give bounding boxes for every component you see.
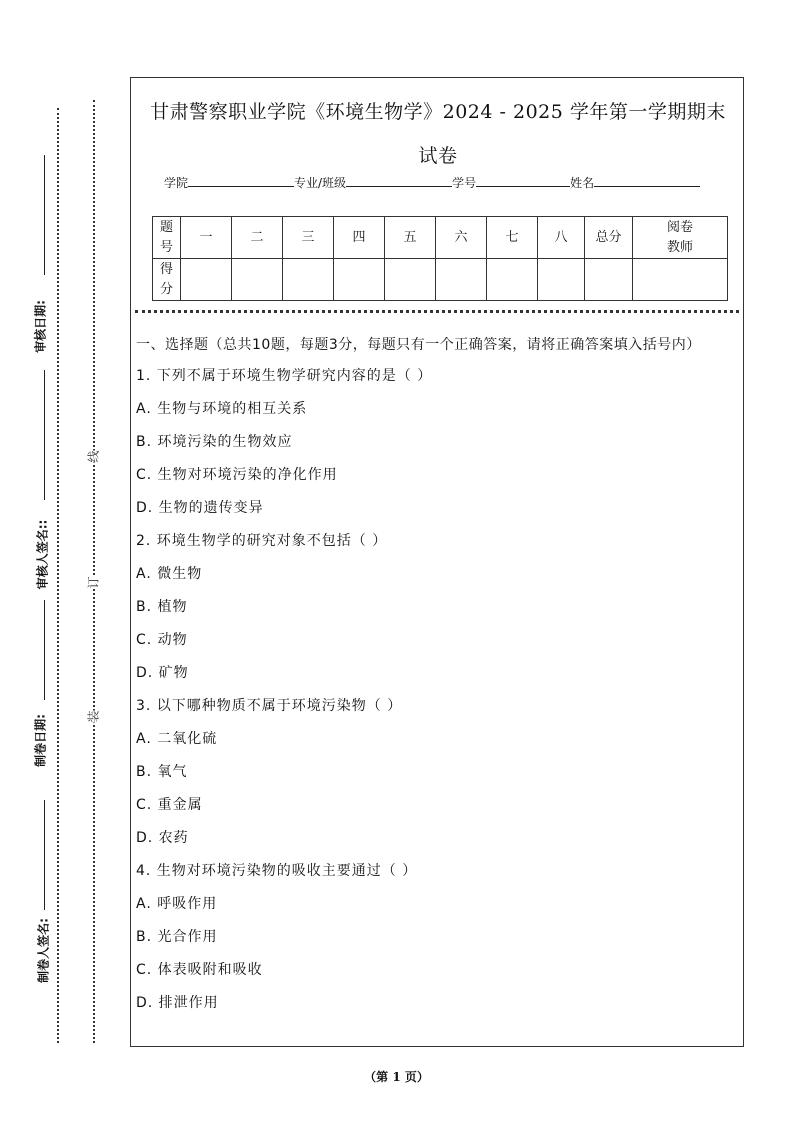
option-a[interactable]: A. 二氧化硫 — [136, 731, 218, 747]
exam-frame — [130, 77, 744, 1047]
question-3 — [136, 696, 740, 861]
college-field[interactable] — [188, 174, 294, 187]
student-id-label: 学号 — [452, 176, 477, 190]
exam-title — [131, 90, 745, 178]
binding-sidebar — [0, 0, 128, 1122]
score-header-7: 七 — [487, 217, 538, 259]
score-table-score-row — [153, 259, 728, 301]
question-stem: 3. 以下哪种物质不属于环境污染物（ ） — [136, 698, 403, 714]
question-content — [136, 334, 740, 1026]
exam-title-line2: 试卷 — [418, 145, 458, 167]
option-d[interactable]: D. 生物的遗传变异 — [136, 500, 264, 516]
page-number: （第 1 页） — [364, 1070, 429, 1084]
score-header-4: 四 — [334, 217, 385, 259]
question-stem: 4. 生物对环境污染物的吸收主要通过（ ） — [136, 863, 418, 879]
score-cell-6[interactable] — [436, 259, 487, 301]
score-header-3: 三 — [283, 217, 334, 259]
score-header-total: 总分 — [585, 217, 633, 259]
student-info-row — [164, 174, 700, 191]
score-cell-7[interactable] — [487, 259, 538, 301]
score-cell-3[interactable] — [283, 259, 334, 301]
question-2 — [136, 531, 740, 696]
option-c[interactable]: C. 生物对环境污染的净化作用 — [136, 467, 338, 483]
maker-date-label: 制卷日期: — [33, 714, 48, 767]
score-header-6: 六 — [436, 217, 487, 259]
score-table-header-row — [153, 217, 728, 259]
option-c[interactable]: C. 体表吸附和吸收 — [136, 962, 263, 978]
score-table — [152, 216, 728, 301]
reviewer-date-label: 审核日期: — [33, 300, 48, 353]
reviewer-date-line — [44, 155, 45, 275]
question-4 — [136, 861, 740, 1026]
binding-char-order: 订 — [86, 576, 101, 589]
option-b[interactable]: B. 植物 — [136, 599, 188, 615]
option-b[interactable]: B. 氧气 — [136, 764, 188, 780]
maker-sign-label: 制卷人签名: — [36, 918, 51, 983]
option-c[interactable]: C. 动物 — [136, 632, 188, 648]
option-c[interactable]: C. 重金属 — [136, 797, 203, 813]
maker-date-line — [44, 600, 45, 700]
student-id-field[interactable] — [476, 174, 570, 187]
major-class-label: 专业/班级 — [294, 176, 347, 190]
binding-dotted-line-inner — [93, 100, 95, 1043]
score-cell-4[interactable] — [334, 259, 385, 301]
score-cell-grader[interactable] — [633, 259, 728, 301]
option-a[interactable]: A. 生物与环境的相互关系 — [136, 401, 308, 417]
score-cell-8[interactable] — [538, 259, 585, 301]
score-header-2: 二 — [232, 217, 283, 259]
maker-sign-line — [44, 800, 45, 910]
question-stem: 2. 环境生物学的研究对象不包括（ ） — [136, 533, 388, 549]
dotted-separator — [135, 310, 739, 313]
binding-dotted-line-outer — [57, 108, 59, 1043]
score-cell-total[interactable] — [585, 259, 633, 301]
score-header-grader: 阅卷 教师 — [633, 217, 728, 259]
score-cell-2[interactable] — [232, 259, 283, 301]
name-field[interactable] — [594, 174, 700, 187]
question-1 — [136, 366, 740, 531]
college-label: 学院 — [164, 176, 189, 190]
section-heading: 一、选择题（总共10题，每题3分，每题只有一个正确答案，请将正确答案填入括号内） — [136, 337, 701, 353]
reviewer-sign-line — [44, 370, 45, 500]
score-header-5: 五 — [385, 217, 436, 259]
option-b[interactable]: B. 光合作用 — [136, 929, 218, 945]
option-d[interactable]: D. 矿物 — [136, 665, 189, 681]
score-header-8: 八 — [538, 217, 585, 259]
question-stem: 1. 下列不属于环境生物学研究内容的是（ ） — [136, 368, 433, 384]
score-cell-5[interactable] — [385, 259, 436, 301]
option-d[interactable]: D. 排泄作用 — [136, 995, 219, 1011]
name-label: 姓名 — [570, 176, 595, 190]
major-class-field[interactable] — [346, 174, 452, 187]
option-b[interactable]: B. 环境污染的生物效应 — [136, 434, 293, 450]
binding-char-install: 装 — [86, 710, 101, 723]
score-header-question-no: 题 号 — [153, 217, 181, 259]
score-header-1: 一 — [181, 217, 232, 259]
exam-title-line1: 甘肃警察职业学院《环境生物学》2024 - 2025 学年第一学期期末 — [150, 101, 726, 123]
score-cell-1[interactable] — [181, 259, 232, 301]
reviewer-sign-label: 审核人签名:: — [35, 519, 50, 590]
score-row-label: 得 分 — [153, 259, 181, 301]
option-d[interactable]: D. 农药 — [136, 830, 189, 846]
option-a[interactable]: A. 呼吸作用 — [136, 896, 218, 912]
option-a[interactable]: A. 微生物 — [136, 566, 203, 582]
binding-char-line: 线 — [86, 450, 101, 463]
